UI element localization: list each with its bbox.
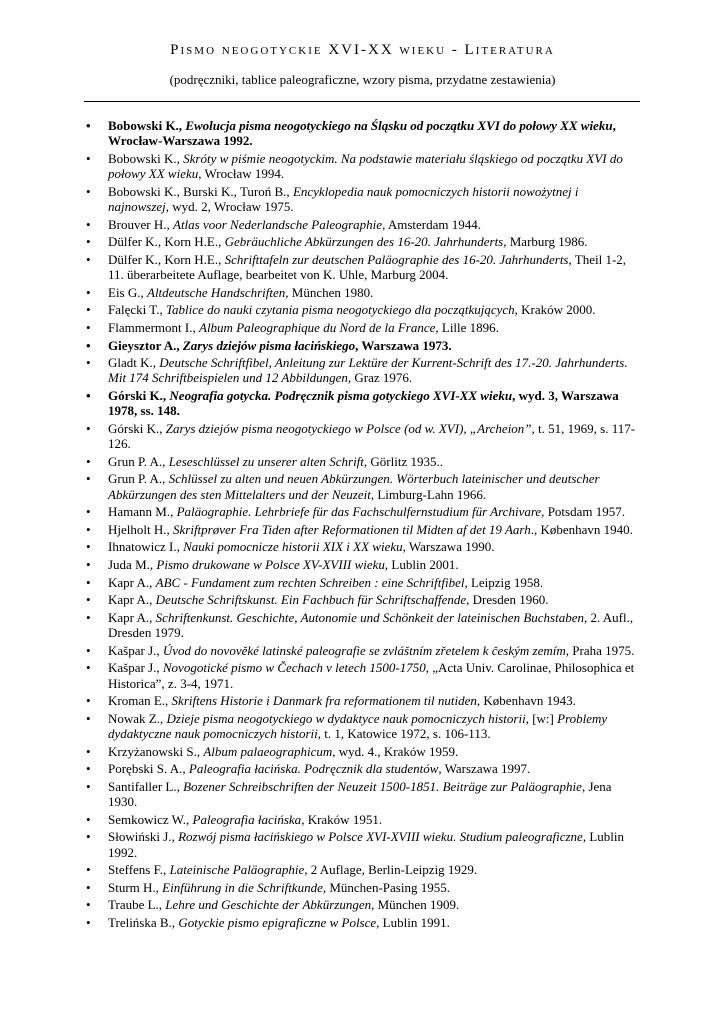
- entry-details: , wyd. 3, Warszawa 1978, ss. 148.: [108, 388, 619, 419]
- bibliography-list: [86, 118, 640, 933]
- entry-author: Bobowski K.,: [108, 118, 186, 133]
- entry-title: Skróty w piśmie neogotyckim. Na podstawie materiału śląskiego od początku XVI do połowy XX wieku: [108, 150, 623, 182]
- entry-author: Dülfer K., Korn H.E.,: [108, 251, 225, 267]
- entry-author: Steffens F.,: [108, 862, 170, 878]
- entry-details: , Kraków 2000.: [514, 302, 596, 318]
- entry-title: Leseschlüssel zu unserer alten Schrift: [168, 453, 364, 469]
- entry-title: Deutsche Schriftskunst. Ein Fachbuch für Schriftschaffende: [155, 592, 467, 608]
- entry-author: Bobowski K., Burski K., Turoń B.,: [108, 183, 293, 199]
- bibliography-entry: [86, 183, 640, 215]
- bullet-icon: •: [86, 284, 91, 300]
- entry-details: , wyd. 2, Wrocław 1975.: [165, 199, 294, 215]
- bullet-icon: •: [86, 251, 91, 267]
- bibliography-entry: [86, 453, 640, 469]
- bibliography-entry: [86, 897, 640, 913]
- entry-author: Nowak Z.,: [108, 710, 167, 726]
- entry-author: Bobowski K.,: [108, 150, 184, 166]
- entry-details: , Marburg 1986.: [503, 234, 588, 250]
- bibliography-entry: [86, 743, 640, 759]
- entry-details: , Wrocław-Warszawa 1992.: [108, 118, 616, 149]
- entry-details: , Warszawa 1997.: [438, 761, 531, 777]
- entry-author: Kapr A.,: [108, 592, 156, 608]
- entry-author: Kroman E.,: [108, 693, 172, 709]
- bullet-icon: •: [86, 660, 91, 676]
- entry-details: , München 1909.: [371, 897, 460, 913]
- bullet-icon: •: [86, 915, 91, 931]
- entry-title: Gebräuchliche Abkürzungen des 16-20. Jahrhunderts: [224, 234, 504, 250]
- bibliography-entry: [86, 693, 640, 709]
- bullet-icon: •: [86, 862, 91, 878]
- entry-details: , Limburg-Lahn 1966.: [370, 486, 487, 502]
- entry-title: Schlüssel zu alten und neuen Abkürzungen. Wörterbuch lateinischer und deutscher Abkürzungen des sten Mittelalters und der Neuzeit: [108, 471, 600, 502]
- entry-author: Trelińska B.,: [108, 915, 179, 931]
- entry-details: , Görlitz 1935..: [363, 453, 443, 469]
- entry-title: Paleografia łacińska: [192, 811, 302, 827]
- bibliography-entry: [86, 811, 640, 827]
- bibliography-entry: [86, 284, 640, 300]
- bibliography-entry: [86, 150, 640, 182]
- bibliography-entry: [86, 355, 640, 386]
- bibliography-entry: [86, 557, 640, 573]
- bullet-icon: •: [86, 337, 91, 353]
- entry-author: Porębski S. A.,: [108, 761, 189, 777]
- entry-details: , 2 Auflage, Berlin-Leipzig 1929.: [304, 862, 478, 878]
- entry-details: , Warszawa 1990.: [402, 539, 495, 555]
- entry-author: Słowiński J.,: [108, 829, 179, 845]
- header-divider: [84, 101, 640, 102]
- entry-author: Górski K.,: [108, 420, 166, 436]
- bullet-icon: •: [86, 420, 91, 436]
- entry-author: Hjelholt H.,: [108, 521, 173, 537]
- bullet-icon: •: [86, 150, 91, 166]
- entry-details: , Lille 1896.: [435, 319, 499, 335]
- entry-details: , Lublin 2001.: [384, 557, 459, 573]
- bibliography-entry: [86, 337, 640, 353]
- bullet-icon: •: [86, 693, 91, 709]
- entry-title: Paleografia łacińska. Podręcznik dla studentów: [188, 761, 439, 777]
- entry-title: Encyklopedia nauk pomocniczych historii nowożytnej i najnowszej: [108, 183, 579, 215]
- entry-title: Altdeutsche Handschriften: [147, 284, 286, 300]
- bibliography-entry: [86, 829, 640, 860]
- entry-title: Pismo drukowane w Polsce XV-XVIII wieku: [156, 557, 385, 573]
- entry-title: Deutsche Schriftfibel, Anleitung zur Lektüre der Kurrent-Schrift des 17.-20. Jahrhunderts. Mit 174 Schriftbeispielen und 12 Abbildungen,: [108, 355, 628, 386]
- entry-title: Bozener Schreibschriften der Neuzeit 1500-1851. Beiträge zur Paläographie: [183, 778, 582, 794]
- entry-author: Traube L.,: [108, 897, 166, 913]
- bullet-icon: •: [86, 829, 91, 845]
- page-subtitle: (podręczniki, tablice paleograficzne, wzory pisma, przydatne zestawienia): [169, 72, 556, 87]
- entry-title: Úvod do novověké latinské paleografie se zvláštním zřetelem k českým zemím: [162, 642, 566, 658]
- entry-author: Grun P. A.,: [108, 453, 169, 469]
- entry-details: Potsdam 1957.: [544, 504, 625, 520]
- entry-author: Falęcki T.,: [108, 302, 167, 318]
- bullet-icon: •: [86, 118, 91, 133]
- entry-author: Eis G.,: [108, 284, 147, 300]
- entry-author: Santifaller L.,: [108, 778, 184, 794]
- entry-details: , Kraków 1951.: [301, 811, 383, 827]
- bibliography-entry: [86, 234, 640, 250]
- entry-details: , t. 1, Katowice 1972, s. 106-113.: [317, 726, 491, 742]
- bullet-icon: •: [86, 897, 91, 913]
- bullet-icon: •: [86, 539, 91, 555]
- entry-author: Gladt K.,: [108, 355, 160, 371]
- entry-title: Gotyckie pismo epigraficzne w Polsce: [178, 915, 377, 931]
- entry-title: Tablice do nauki czytania pisma neogotyckiego dla początkujących: [166, 302, 515, 318]
- bibliography-entry: [86, 710, 640, 742]
- bullet-icon: •: [86, 592, 91, 608]
- bibliography-entry: [86, 609, 640, 641]
- entry-author: Sturm H.,: [108, 879, 163, 895]
- entry-details: ., København 1940.: [530, 521, 633, 537]
- entry-title: Ewolucja pisma neogotyckiego na Śląsku od początku XVI do połowy XX wieku: [185, 118, 613, 133]
- bibliography-entry: [86, 761, 640, 777]
- bullet-icon: •: [86, 761, 91, 777]
- entry-title: Problemy dydaktyczne nauk pomocniczych historii: [108, 710, 608, 742]
- entry-author: Kašpar J.,: [108, 642, 163, 658]
- bullet-icon: •: [86, 453, 91, 469]
- bullet-icon: •: [86, 388, 91, 404]
- entry-title: Schriftenkunst. Geschichte, Autonomie und Schönkeit der lateinischen Buchstaben: [155, 609, 584, 625]
- bibliography-entry: [86, 251, 640, 283]
- entry-author: Gieysztor A.,: [108, 337, 183, 353]
- entry-title: Lateinische Paläographie: [169, 862, 305, 878]
- entry-details: , München-Pasing 1955.: [322, 879, 450, 895]
- bullet-icon: •: [86, 743, 91, 759]
- entry-title: Lehre und Geschichte der Abkürzungen: [165, 897, 372, 913]
- page-title: Pismo neogotyckie XVI-XX wieku - Literatura: [170, 42, 555, 58]
- bullet-icon: •: [86, 811, 91, 827]
- entry-author: Górski K.,: [108, 388, 170, 404]
- entry-title: Novogotické pismo w Čechach v letech 1500-1750: [162, 660, 426, 676]
- entry-title: Skriftprøver Fra Tiden after Reformationen til Midten af det 19 Aarh: [173, 521, 531, 537]
- bullet-icon: •: [86, 710, 91, 726]
- bullet-icon: •: [86, 504, 91, 520]
- bibliography-entry: [86, 862, 640, 878]
- entry-details: , Lublin 1992.: [108, 829, 624, 860]
- bullet-icon: •: [86, 302, 91, 318]
- bibliography-entry: [86, 420, 640, 452]
- bibliography-entry: [86, 302, 640, 318]
- entry-details: , 2. Aufl., Dresden 1979.: [108, 609, 634, 641]
- entry-title: Skriftens Historie i Danmark fra reformationem til nutiden: [171, 693, 477, 709]
- bullet-icon: •: [86, 609, 91, 625]
- entry-details: , München 1980.: [285, 284, 374, 300]
- entry-author: Kašpar J.,: [108, 660, 163, 676]
- bibliography-entry: [86, 504, 640, 520]
- bullet-icon: •: [86, 216, 91, 232]
- entry-details: , Praha 1975.: [565, 642, 635, 658]
- entry-details: , „Acta Univ. Carolinae, Philosophica et Historica”, z. 3-4, 1971.: [108, 660, 635, 691]
- entry-author: Krzyżanowski S.,: [108, 743, 204, 759]
- bullet-icon: •: [86, 471, 91, 487]
- entry-details: , Wrocław 1994.: [198, 166, 285, 182]
- bullet-icon: •: [86, 234, 91, 250]
- entry-title: Nauki pomocnicze historii XIX i XX wieku: [183, 539, 403, 555]
- bullet-icon: •: [86, 183, 91, 199]
- bullet-icon: •: [86, 574, 91, 590]
- entry-author: Brouver H.,: [108, 216, 173, 232]
- bibliography-entry: [86, 471, 640, 502]
- entry-author: Juda M.,: [108, 557, 157, 573]
- bullet-icon: •: [86, 319, 91, 335]
- bibliography-entry: [86, 879, 640, 895]
- bullet-icon: •: [86, 879, 91, 895]
- entry-details: , Lublin 1991.: [376, 915, 450, 931]
- bibliography-entry: [86, 216, 640, 232]
- entry-author: Flammermont I.,: [108, 319, 199, 335]
- bibliography-entry: [86, 660, 640, 691]
- entry-author: Hamann M.,: [108, 504, 177, 520]
- bibliography-entry: [86, 642, 640, 658]
- entry-title: Rozwój pisma łacińskiego w Polsce XVI-XVIII wieku. Studium paleograficzne: [178, 829, 583, 845]
- entry-title: Album palaeographicum: [203, 743, 333, 759]
- entry-author: Semkowicz W.,: [108, 811, 193, 827]
- bullet-icon: •: [86, 521, 91, 537]
- entry-title: Paläographie. Lehrbriefe für das Fachschulfernstudium für Archivare,: [176, 504, 545, 520]
- entry-details: t. 51, 1969, s. 117-126.: [108, 420, 636, 452]
- entry-title: Zarys dziejów pisma neogotyckiego w Polsce (od w. XVI), „Archeion”,: [165, 420, 535, 436]
- entry-author: Kapr A.,: [108, 574, 156, 590]
- entry-details: , Dresden 1960.: [466, 592, 549, 608]
- bibliography-entry: [86, 915, 640, 931]
- entry-details: Graz 1976.: [351, 370, 413, 386]
- entry-title: Neografia gotycka. Podręcznik pisma gotyckiego XVI-XX wieku: [169, 388, 513, 404]
- bibliography-entry: [86, 574, 640, 590]
- entry-title: Zarys dziejów pisma łacińskiego: [182, 337, 356, 353]
- entry-title: Schrifttafeln zur deutschen Paläographie des 16-20. Jahrhunderts: [224, 251, 569, 267]
- entry-title: Atlas voor Nederlandsche Paleographie: [173, 216, 383, 232]
- entry-details: , Jena 1930.: [108, 778, 612, 810]
- bibliography-entry: [86, 521, 640, 537]
- bibliography-entry: [86, 592, 640, 608]
- bibliography-entry: [86, 319, 640, 335]
- entry-title: ABC - Fundament zum rechten Schreiben : eine Schriftfibel,: [155, 574, 468, 590]
- bibliography-entry: [86, 539, 640, 555]
- bibliography-entry: [86, 388, 640, 419]
- entry-title: Album Paleographique du Nord de la France: [199, 319, 436, 335]
- bullet-icon: •: [86, 642, 91, 658]
- entry-details: , København 1943.: [476, 693, 576, 709]
- entry-details: Leipzig 1958.: [467, 574, 544, 590]
- entry-author: Grun P. A.,: [108, 471, 169, 487]
- entry-author: Dülfer K., Korn H.E.,: [108, 234, 225, 250]
- entry-details: , Warszawa 1973.: [355, 337, 452, 353]
- entry-title: Einführung in die Schriftkunde: [162, 879, 323, 895]
- bullet-icon: •: [86, 778, 91, 794]
- entry-title: Dzieje pisma neogotyckiego w dydaktyce nauk pomocniczych historii: [166, 710, 526, 726]
- entry-details: , wyd. 4., Kraków 1959.: [332, 743, 459, 759]
- bibliography-entry: [86, 778, 640, 810]
- entry-details: , Theil 1-2, 11. überarbeitete Auflage, bearbeitet von K. Uhle, Marburg 2004.: [108, 251, 627, 283]
- entry-details: , Amsterdam 1944.: [382, 216, 481, 232]
- entry-author: Ihnatowicz I.,: [108, 539, 184, 555]
- bullet-icon: •: [86, 355, 91, 371]
- entry-details: , [w:]: [525, 710, 558, 726]
- entry-author: Kapr A.,: [108, 609, 156, 625]
- bullet-icon: •: [86, 557, 91, 573]
- bibliography-entry: [86, 118, 640, 149]
